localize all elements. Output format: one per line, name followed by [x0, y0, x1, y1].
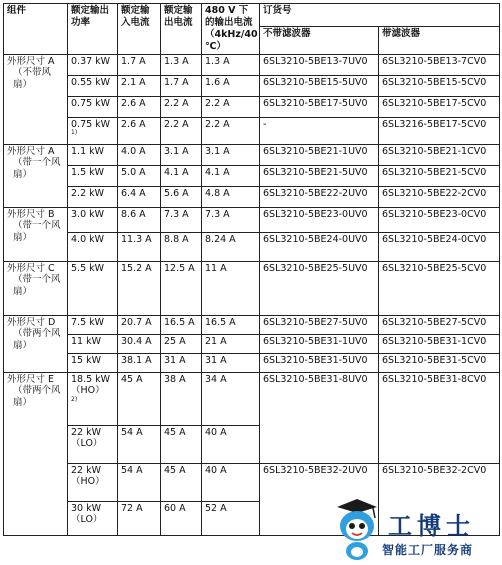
power-cell: 0.55 kW	[68, 75, 118, 96]
power-cell: 1.5 kW	[68, 165, 118, 186]
table-row	[4, 54, 500, 75]
output-current-480-cell: 16.5 A	[202, 315, 260, 334]
output-current-cell: 4.1 A	[161, 165, 202, 186]
order-with-filter-cell: 6SL3210-5BE31-8CV0	[379, 372, 500, 463]
group-cell: 外形尺寸 E （带两个风 扇）	[4, 372, 68, 535]
input-current-cell: 20.7 A	[118, 315, 161, 334]
input-current-cell: 15.2 A	[118, 261, 161, 315]
header-output-current-480v: 480 V 下的输出电流（4kHz/40 ℃）	[202, 4, 260, 55]
output-current-cell: 45 A	[161, 463, 202, 501]
input-current-cell: 45 A	[118, 372, 161, 425]
order-with-filter-cell: 6SL3210-5BE21-1CV0	[379, 144, 500, 165]
output-current-480-cell: 7.3 A	[202, 207, 260, 232]
output-current-cell: 16.5 A	[161, 315, 202, 334]
output-current-cell: 60 A	[161, 501, 202, 535]
header-row	[4, 4, 500, 27]
output-current-cell: 38 A	[161, 372, 202, 425]
table-row	[4, 117, 500, 144]
power-cell: 11 kW	[68, 334, 118, 353]
output-current-480-cell: 21 A	[202, 334, 260, 353]
input-current-cell: 30.4 A	[118, 334, 161, 353]
table-row	[4, 144, 500, 165]
order-no-filter-cell: 6SL3210-5BE25-5UV0	[260, 261, 379, 315]
output-current-480-cell: 52 A	[202, 501, 260, 535]
order-with-filter-cell: 6SL3216-5BE17-5CV0	[379, 117, 500, 144]
power-cell: 3.0 kW	[68, 207, 118, 232]
order-with-filter-cell: 6SL3210-5BE17-5CV0	[379, 96, 500, 117]
output-current-cell: 12.5 A	[161, 261, 202, 315]
header-group: 组件	[4, 4, 68, 55]
output-current-480-cell: 40 A	[202, 463, 260, 501]
power-cell: 22 kW （LO）	[68, 425, 118, 463]
power-cell: 2.2 kW	[68, 186, 118, 207]
header-power: 额定输出功率	[68, 4, 118, 55]
power-cell: 1.1 kW	[68, 144, 118, 165]
output-current-480-cell: 11 A	[202, 261, 260, 315]
output-current-cell: 2.2 A	[161, 117, 202, 144]
table-row	[4, 463, 500, 501]
output-current-cell: 1.7 A	[161, 75, 202, 96]
group-cell: 外形尺寸 A （不带风 扇）	[4, 54, 68, 144]
output-current-480-cell: 4.1 A	[202, 165, 260, 186]
input-current-cell: 4.0 A	[118, 144, 161, 165]
table-row	[4, 334, 500, 353]
order-no-filter-cell: 6SL3210-5BE13-7UV0	[260, 54, 379, 75]
table-row	[4, 261, 500, 315]
output-current-cell: 1.3 A	[161, 54, 202, 75]
power-cell: 22 kW （HO）	[68, 463, 118, 501]
order-no-filter-cell: 6SL3210-5BE22-2UV0	[260, 186, 379, 207]
table-row	[4, 232, 500, 261]
output-current-cell: 31 A	[161, 353, 202, 372]
power-cell: 5.5 kW	[68, 261, 118, 315]
output-current-cell: 3.1 A	[161, 144, 202, 165]
table-row	[4, 75, 500, 96]
output-current-480-cell: 3.1 A	[202, 144, 260, 165]
watermark-logo	[330, 498, 500, 562]
output-current-480-cell: 34 A	[202, 372, 260, 425]
power-cell: 7.5 kW	[68, 315, 118, 334]
order-no-filter-cell: 6SL3210-5BE24-0UV0	[260, 232, 379, 261]
footnote-marker: 1)	[71, 129, 78, 137]
order-no-filter-cell: -	[260, 117, 379, 144]
order-with-filter-cell: 6SL3210-5BE13-7CV0	[379, 54, 500, 75]
input-current-cell: 38.1 A	[118, 353, 161, 372]
order-no-filter-cell: 6SL3210-5BE17-5UV0	[260, 96, 379, 117]
logo-slogan-text: 智能工厂服务商	[382, 543, 474, 557]
table-row	[4, 372, 500, 425]
power-cell: 0.37 kW	[68, 54, 118, 75]
input-current-cell: 72 A	[118, 501, 161, 535]
input-current-cell: 54 A	[118, 463, 161, 501]
logo-brand-text: 工博士	[388, 511, 475, 540]
output-current-cell: 5.6 A	[161, 186, 202, 207]
input-current-cell: 2.6 A	[118, 117, 161, 144]
output-current-cell: 45 A	[161, 425, 202, 463]
input-current-cell: 6.4 A	[118, 186, 161, 207]
output-current-cell: 7.3 A	[161, 207, 202, 232]
group-cell: 外形尺寸 B （带一个风 扇）	[4, 207, 68, 261]
output-current-480-cell: 1.6 A	[202, 75, 260, 96]
output-current-480-cell: 4.8 A	[202, 186, 260, 207]
group-cell: 外形尺寸 A （带一个风 扇）	[4, 144, 68, 207]
output-current-480-cell: 2.2 A	[202, 117, 260, 144]
order-with-filter-cell: 6SL3210-5BE31-1CV0	[379, 334, 500, 353]
output-current-480-cell: 40 A	[202, 425, 260, 463]
order-with-filter-cell: 6SL3210-5BE15-5CV0	[379, 75, 500, 96]
input-current-cell: 5.0 A	[118, 165, 161, 186]
output-current-cell: 8.8 A	[161, 232, 202, 261]
header-no-filter: 不带滤波器	[260, 26, 379, 54]
order-with-filter-cell: 6SL3210-5BE32-2CV0	[379, 463, 500, 535]
order-no-filter-cell: 6SL3210-5BE31-1UV0	[260, 334, 379, 353]
order-with-filter-cell: 6SL3210-5BE24-0CV0	[379, 232, 500, 261]
group-cell: 外形尺寸 C （带一个风 扇）	[4, 261, 68, 315]
power-cell: 0.75 kW	[68, 96, 118, 117]
output-current-cell: 2.2 A	[161, 96, 202, 117]
output-current-480-cell: 2.2 A	[202, 96, 260, 117]
order-with-filter-cell: 6SL3210-5BE22-2CV0	[379, 186, 500, 207]
order-no-filter-cell: 6SL3210-5BE15-5UV0	[260, 75, 379, 96]
table-row	[4, 207, 500, 232]
table-row	[4, 315, 500, 334]
table-row	[4, 96, 500, 117]
output-current-480-cell: 8.24 A	[202, 232, 260, 261]
footnote-marker: 2)	[71, 396, 78, 404]
order-no-filter-cell: 6SL3210-5BE31-5UV0	[260, 353, 379, 372]
order-no-filter-cell: 6SL3210-5BE32-2UV0	[260, 463, 379, 535]
order-no-filter-cell: 6SL3210-5BE21-5UV0	[260, 165, 379, 186]
power-cell: 30 kW （LO）	[68, 501, 118, 535]
input-current-cell: 2.1 A	[118, 75, 161, 96]
header-input-current: 额定输入电流	[118, 4, 161, 55]
order-with-filter-cell: 6SL3210-5BE31-5CV0	[379, 353, 500, 372]
mascot-icon	[332, 498, 382, 562]
order-with-filter-cell: 6SL3210-5BE23-0CV0	[379, 207, 500, 232]
power-cell: 15 kW	[68, 353, 118, 372]
input-current-cell: 11.3 A	[118, 232, 161, 261]
table-row	[4, 186, 500, 207]
output-current-480-cell: 1.3 A	[202, 54, 260, 75]
power-cell: 18.5 kW （HO） 2)	[68, 372, 118, 425]
output-current-480-cell: 31 A	[202, 353, 260, 372]
input-current-cell: 2.6 A	[118, 96, 161, 117]
product-spec-table	[3, 3, 500, 536]
order-no-filter-cell: 6SL3210-5BE23-0UV0	[260, 207, 379, 232]
group-cell: 外形尺寸 D （带两个风 扇）	[4, 315, 68, 372]
order-with-filter-cell: 6SL3210-5BE21-5CV0	[379, 165, 500, 186]
input-current-cell: 8.6 A	[118, 207, 161, 232]
table-row	[4, 165, 500, 186]
order-no-filter-cell: 6SL3210-5BE21-1UV0	[260, 144, 379, 165]
order-no-filter-cell: 6SL3210-5BE27-5UV0	[260, 315, 379, 334]
table-row	[4, 353, 500, 372]
input-current-cell: 1.7 A	[118, 54, 161, 75]
order-with-filter-cell: 6SL3210-5BE27-5CV0	[379, 315, 500, 334]
output-current-cell: 25 A	[161, 334, 202, 353]
header-order-number: 订货号	[260, 4, 500, 27]
power-cell: 0.75 kW 1)	[68, 117, 118, 144]
input-current-cell: 54 A	[118, 425, 161, 463]
header-output-current: 额定输出电流	[161, 4, 202, 55]
power-cell: 4.0 kW	[68, 232, 118, 261]
header-with-filter: 带滤波器	[379, 26, 500, 54]
order-no-filter-cell: 6SL3210-5BE31-8UV0	[260, 372, 379, 463]
order-with-filter-cell: 6SL3210-5BE25-5CV0	[379, 261, 500, 315]
